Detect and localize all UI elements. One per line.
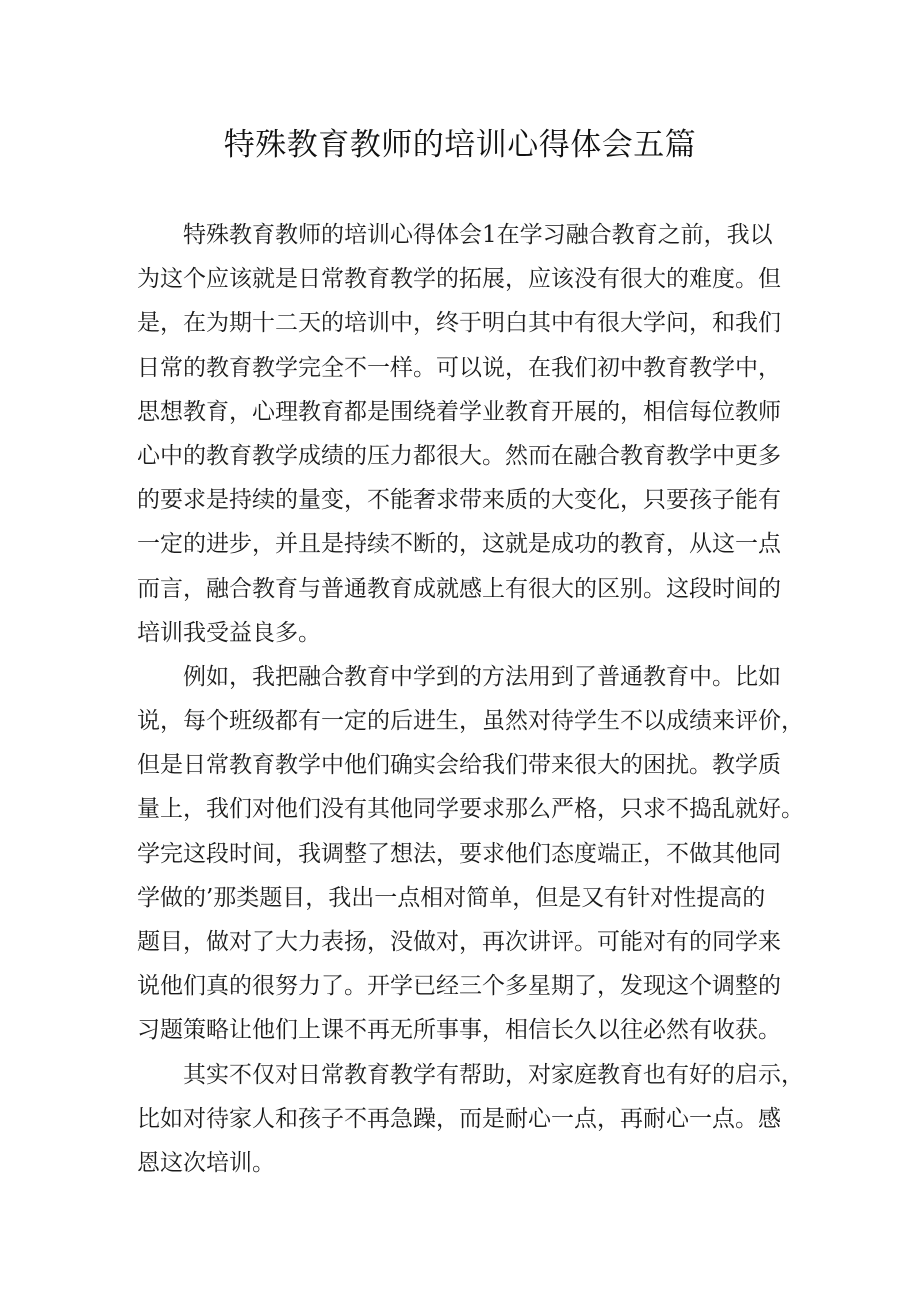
- document-body: [137, 213, 804, 1185]
- paragraph-line: 但是日常教育教学中他们确实会给我们带来很大的困扰。教学质: [137, 752, 781, 779]
- paragraph-line: 学做的’那类题目，我出一点相对简单，但是又有针对性提高的: [137, 884, 766, 911]
- paragraph-line: 学完这段时间，我调整了想法，要求他们态度端正，不做其他同: [137, 840, 781, 867]
- paragraph-line: 一定的进步，并且是持续不断的，这就是成功的教育，从这一点: [137, 531, 781, 558]
- paragraph-line: 心中的教育教学成绩的压力都很大。然而在融合教育教学中更多: [137, 442, 781, 469]
- paragraph-line: 说，每个班级都有一定的后进生，虽然对待学生不以成绩来评价，: [137, 708, 804, 735]
- paragraph-3: [137, 1053, 804, 1186]
- paragraph-line: 是，在为期十二天的培训中，终于明白其中有很大学问，和我们: [137, 310, 781, 337]
- paragraph-line: 而言，融合教育与普通教育成就感上有很大的区别。这段时间的: [137, 575, 781, 602]
- paragraph-line: 恩这次培训。: [137, 1149, 275, 1176]
- paragraph-line: 特殊教育教师的培训心得体会1在学习融合教育之前，我以: [183, 222, 773, 248]
- paragraph-line: 量上，我们对他们没有其他同学要求那么严格，只求不捣乱就好。: [137, 796, 804, 823]
- paragraph-line: 题目，做对了大力表扬，没做对，再次讲评。可能对有的同学来: [137, 929, 781, 955]
- paragraph-line: 的要求是持续的量变，不能奢求带来质的大变化，只要孩子能有: [137, 487, 781, 514]
- paragraph-line: 培训我受益良多。: [137, 619, 321, 646]
- paragraph-line: 日常的教育教学完全不一样。可以说，在我们初中教育教学中，: [137, 354, 781, 381]
- paragraph-line: 说他们真的很努力了。开学已经三个多星期了，发现这个调整的: [137, 973, 781, 1000]
- paragraph-2: [137, 655, 804, 1053]
- paragraph-line: 例如，我把融合教育中学到的方法用到了普通教育中。比如: [183, 663, 781, 690]
- paragraph-line: 比如对待家人和孩子不再急躁，而是耐心一点，再耐心一点。感: [137, 1105, 781, 1132]
- paragraph-line: 为这个应该就是日常教育教学的拓展，应该没有很大的难度。但: [137, 266, 781, 293]
- paragraph-line: 习题策略让他们上课不再无所事事，相信长久以往必然有收获。: [137, 1017, 781, 1044]
- paragraph-line: 其实不仅对日常教育教学有帮助，对家庭教育也有好的启示，: [183, 1061, 804, 1088]
- document-title: 特殊教育教师的培训心得体会五篇: [223, 127, 697, 163]
- paragraph-1: [137, 213, 787, 655]
- paragraph-line: 思想教育，心理教育都是围绕着学业教育开展的，相信每位教师: [137, 398, 781, 425]
